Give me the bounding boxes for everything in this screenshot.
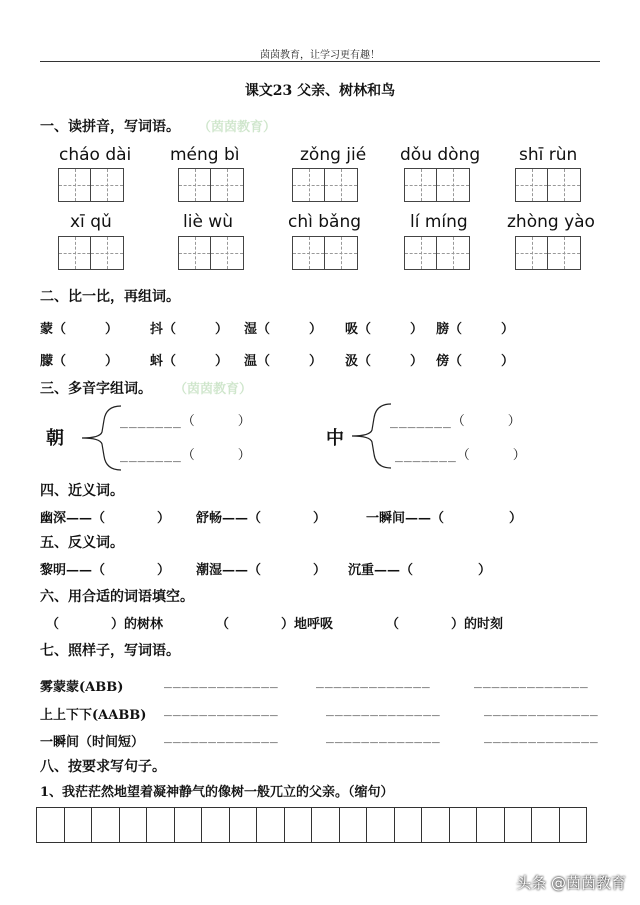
polyphone-char-1: 朝: [46, 428, 64, 449]
synonym-2: 舒畅——（ ）: [196, 511, 327, 526]
sentence-prompt: 1、我茫茫然地望着凝神静气的像树一般兀立的父亲。（缩句）: [40, 785, 394, 800]
fill-2: （ ）地呼吸: [216, 617, 334, 632]
example-1-blank-2[interactable]: _____________: [316, 674, 431, 689]
tianzi-box-6[interactable]: [58, 236, 124, 270]
polyphone-2-line-a[interactable]: _______（ ）: [390, 414, 522, 429]
tianzi-box-4[interactable]: [404, 168, 470, 202]
pinyin-6: xī qǔ: [70, 212, 112, 232]
watermark-3: （茵茵教育）: [174, 382, 253, 397]
synonym-1: 幽深——（ ）: [40, 511, 171, 526]
tianzi-box-5[interactable]: [515, 168, 581, 202]
brace-1: [76, 402, 126, 474]
tianzi-box-8[interactable]: [292, 236, 358, 270]
antonym-1: 黎明——（ ）: [40, 563, 171, 578]
example-3-blank-1[interactable]: _____________: [164, 729, 279, 744]
compare-1-2: 抖（ ）: [150, 322, 229, 337]
pinyin-7: liè wù: [183, 212, 233, 232]
pinyin-2: méng bì: [170, 145, 240, 165]
footer-watermark: 头条 @茵茵教育: [516, 874, 626, 892]
tianzi-box-1[interactable]: [58, 168, 124, 202]
example-1-blank-1[interactable]: _____________: [164, 674, 279, 689]
watermark-1: （茵茵教育）: [198, 120, 277, 135]
example-3-blank-2[interactable]: _____________: [326, 729, 441, 744]
pinyin-8: chì bǎng: [288, 212, 362, 232]
section-1-heading: 一、读拼音，写词语。: [40, 119, 180, 135]
tianzi-box-9[interactable]: [404, 236, 470, 270]
tianzi-box-2[interactable]: [178, 168, 244, 202]
compare-2-5: 傍（ ）: [436, 354, 515, 369]
compare-1-1: 蒙（ ）: [40, 322, 119, 337]
section-4-heading: 四、近义词。: [40, 483, 124, 499]
antonym-3: 沉重——（ ）: [348, 563, 492, 578]
section-8-heading: 八、按要求写句子。: [40, 759, 166, 775]
antonym-2: 潮湿——（ ）: [196, 563, 327, 578]
answer-grid[interactable]: [36, 807, 587, 843]
example-2-blank-2[interactable]: _____________: [326, 702, 441, 717]
example-1-blank-3[interactable]: _____________: [474, 674, 589, 689]
section-6-heading: 六、用合适的词语填空。: [40, 589, 194, 605]
example-3-blank-3[interactable]: _____________: [484, 729, 599, 744]
compare-1-3: 湿（ ）: [244, 322, 323, 337]
pinyin-1: cháo dài: [59, 145, 132, 165]
compare-2-1: 朦（ ）: [40, 354, 119, 369]
pinyin-5: shī rùn: [519, 145, 578, 165]
tianzi-box-10[interactable]: [515, 236, 581, 270]
compare-2-3: 温（ ）: [244, 354, 323, 369]
compare-2-2: 蚪（ ）: [150, 354, 229, 369]
compare-2-4: 汲（ ）: [345, 354, 424, 369]
section-5-heading: 五、反义词。: [40, 535, 124, 551]
section-7-heading: 七、照样子，写词语。: [40, 643, 180, 659]
polyphone-2-line-b[interactable]: _______（ ）: [395, 448, 527, 463]
polyphone-1-line-b[interactable]: _______（ ）: [120, 448, 252, 463]
fill-1: （ ）的树林: [46, 617, 164, 632]
pinyin-4: dǒu dòng: [400, 145, 481, 165]
header-divider: [40, 61, 600, 62]
page-header: 茵茵教育，让学习更有趣！: [260, 50, 380, 61]
pinyin-9: lí míng: [410, 212, 468, 232]
section-2-heading: 二、比一比，再组词。: [40, 289, 180, 305]
compare-1-4: 吸（ ）: [345, 322, 424, 337]
example-label-2: 上上下下(AABB): [40, 708, 147, 723]
tianzi-box-3[interactable]: [292, 168, 358, 202]
pinyin-3: zǒng jié: [300, 145, 367, 165]
example-label-3: 一瞬间（时间短）: [40, 735, 145, 750]
page-title: 课文23 父亲、树林和鸟: [244, 83, 396, 99]
compare-1-5: 膀（ ）: [436, 322, 515, 337]
example-2-blank-1[interactable]: _____________: [164, 702, 279, 717]
polyphone-char-2: 中: [326, 428, 344, 449]
example-label-1: 雾蒙蒙(ABB): [40, 680, 124, 695]
fill-3: （ ）的时刻: [386, 617, 504, 632]
brace-2: [346, 400, 396, 472]
section-3-heading: 三、多音字组词。: [40, 381, 152, 397]
example-2-blank-3[interactable]: _____________: [484, 702, 599, 717]
synonym-3: 一瞬间——（ ）: [366, 511, 523, 526]
polyphone-1-line-a[interactable]: _______（ ）: [120, 414, 252, 429]
pinyin-10: zhòng yào: [507, 212, 595, 232]
tianzi-box-7[interactable]: [178, 236, 244, 270]
